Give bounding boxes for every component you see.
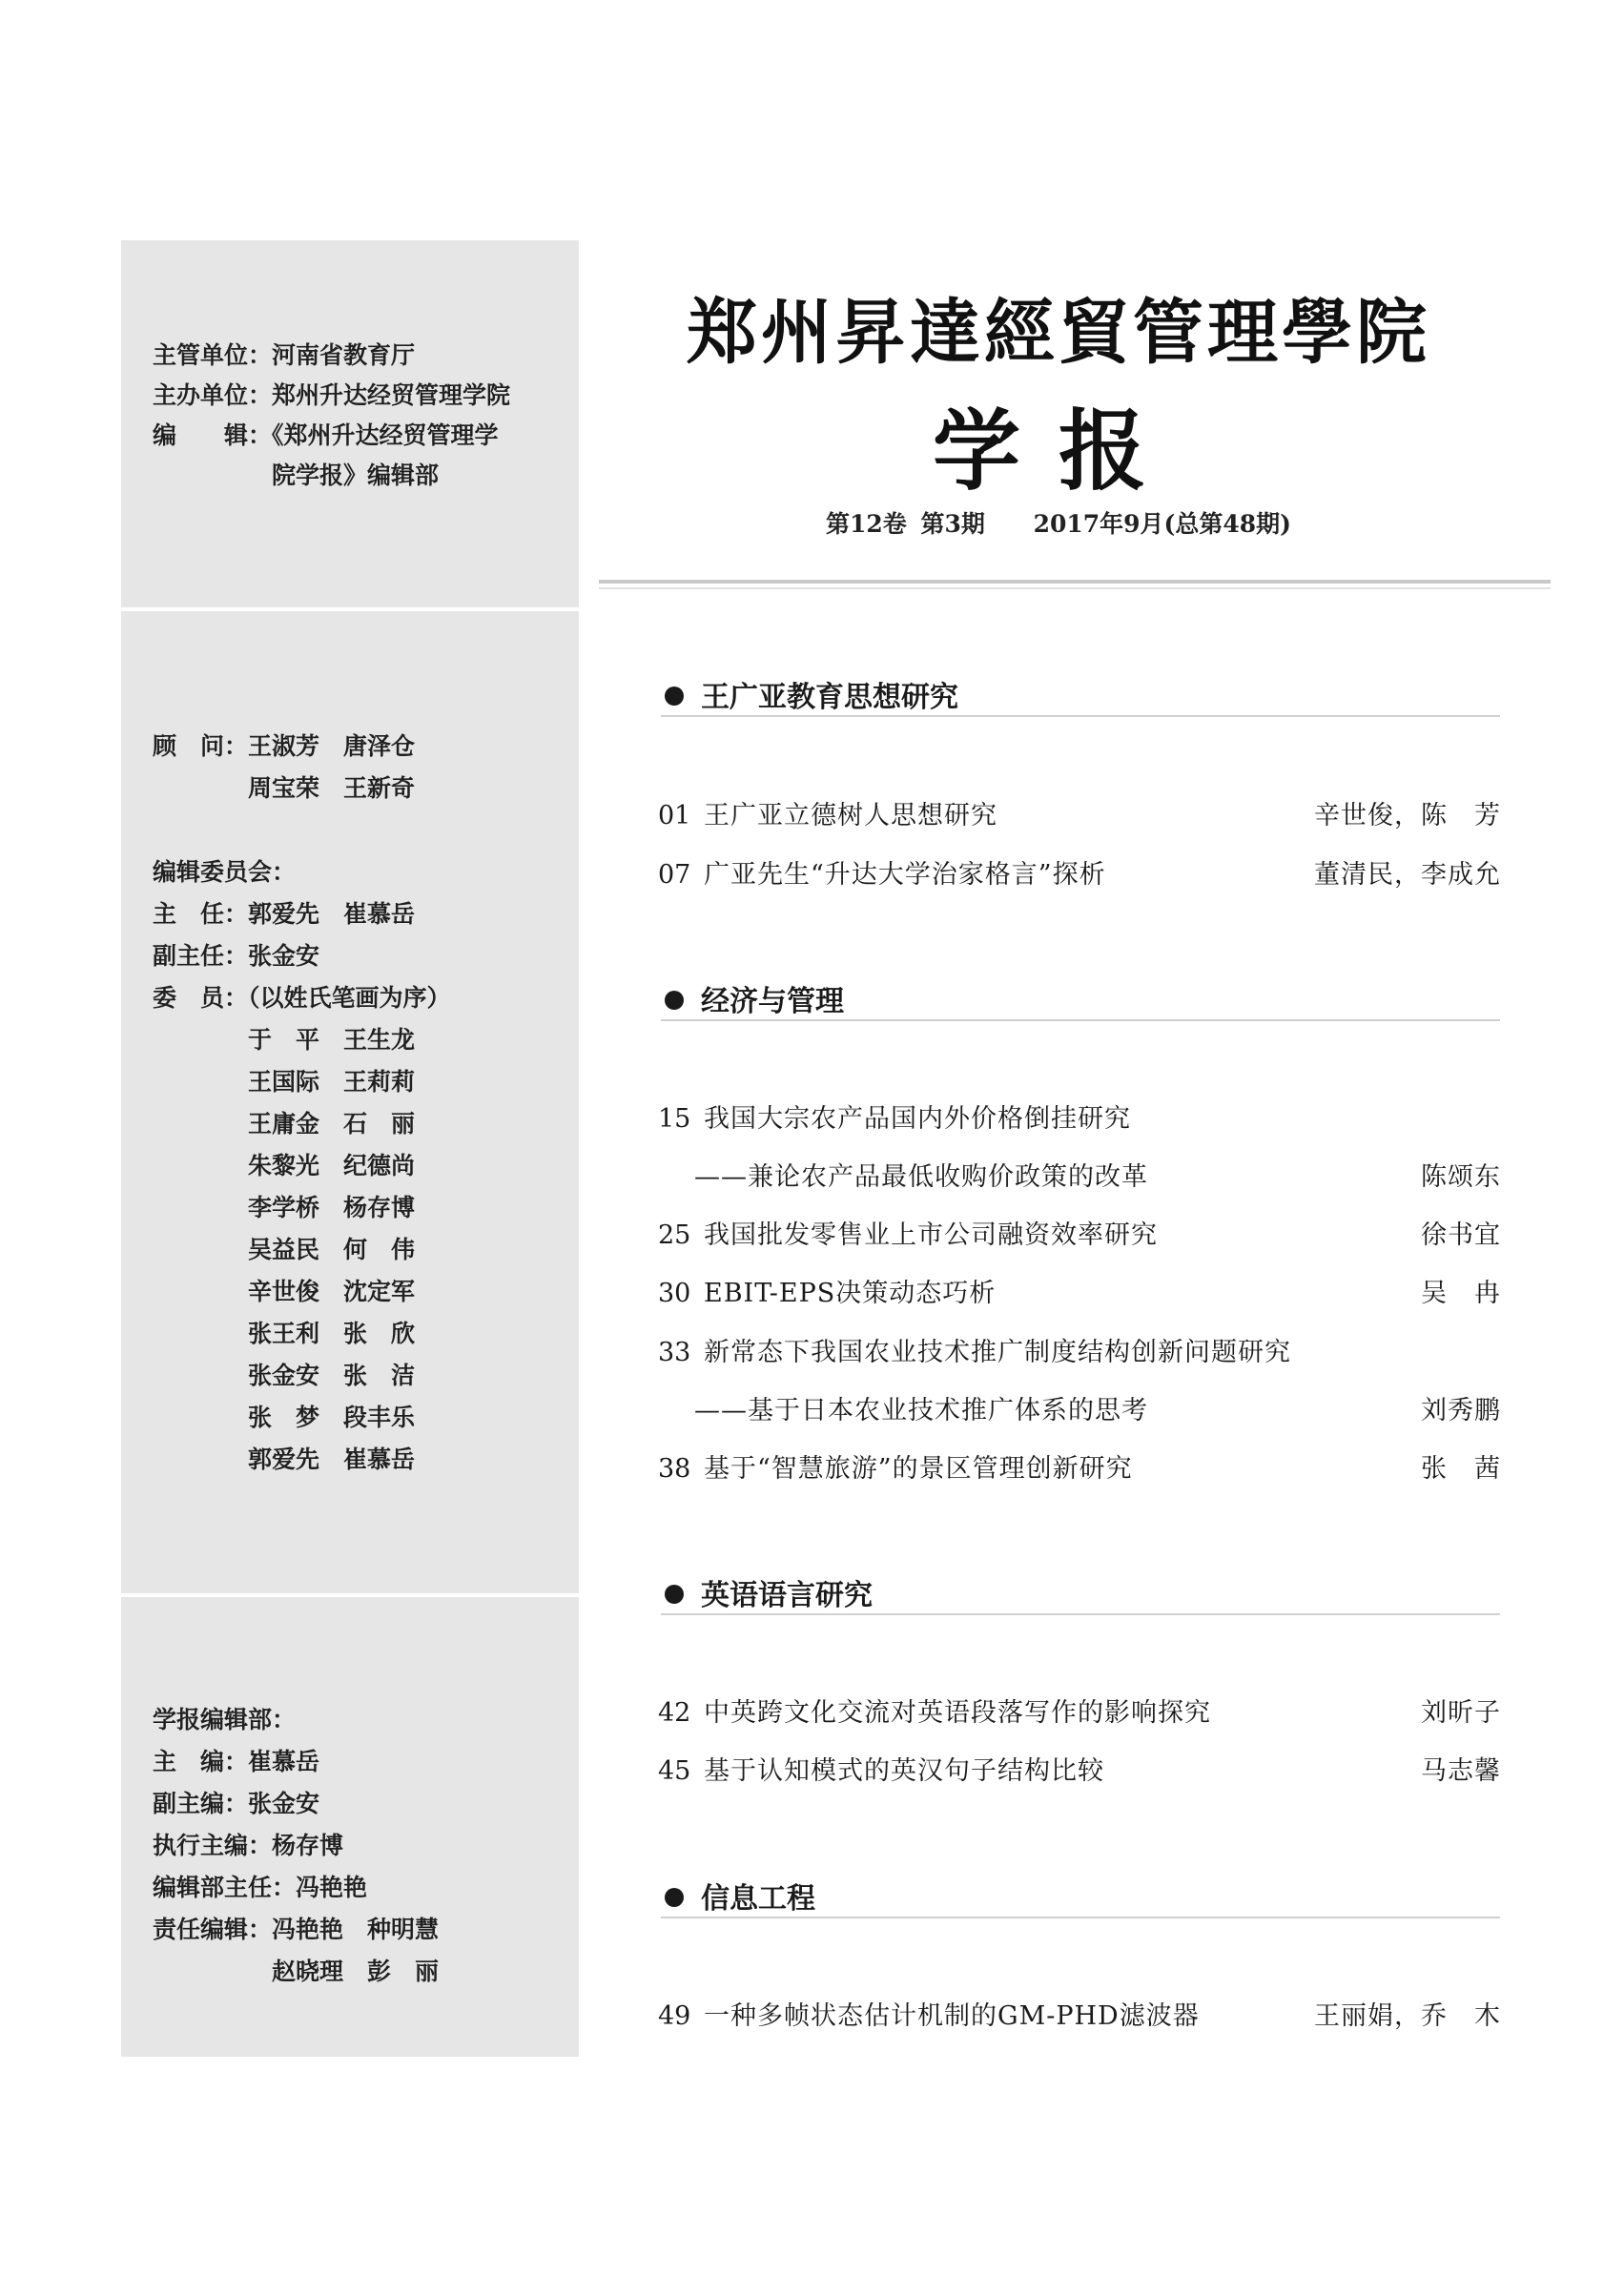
article-author: 徐书宜	[1421, 1220, 1501, 1250]
editorial-sidebar	[121, 240, 579, 2057]
sidebar-line: 吴益民 何 伟	[153, 1236, 416, 1263]
toc-entry[interactable]	[658, 797, 1501, 835]
article-title: EBIT-EPS决策动态巧析	[704, 1279, 997, 1308]
committee-panel	[121, 611, 579, 1593]
sidebar-line: 编辑委员会：	[153, 858, 297, 886]
article-author: 王丽娟，乔 木	[1314, 2001, 1501, 2031]
page-number: 33	[658, 1338, 691, 1367]
issue-date: 2017年9月(总第48期)	[1033, 510, 1292, 538]
page-number: 45	[658, 1756, 691, 1786]
sidebar-line: 主办单位：郑州升达经贸管理学院	[153, 381, 511, 409]
sidebar-line: 主 任：郭爱先 崔慕岳	[153, 900, 416, 928]
page-number: 30	[658, 1279, 691, 1308]
header-divider	[599, 580, 1551, 584]
article-title: 基于“智慧旅游”的景区管理创新研究	[704, 1454, 1133, 1484]
section-heading	[661, 1571, 1500, 1615]
toc-entry[interactable]	[658, 1392, 1501, 1430]
toc-entry[interactable]	[658, 1694, 1501, 1733]
article-title: 广亚先生“升达大学治家格言”探析	[704, 860, 1106, 890]
article-title: 基于认知模式的英汉句子结构比较	[704, 1756, 1104, 1786]
sidebar-line: 顾 问：王淑芳 唐泽仓	[153, 732, 416, 760]
section-heading	[661, 673, 1500, 717]
page-number: 01	[658, 801, 691, 830]
sidebar-line: 院学报》编辑部	[153, 461, 440, 489]
editorial-office-panel	[121, 1597, 579, 2057]
article-title: 我国大宗农产品国内外价格倒挂研究	[704, 1104, 1131, 1134]
sidebar-line: 副主编：张金安	[153, 1790, 320, 1817]
sidebar-line: 张金安 张 洁	[153, 1362, 416, 1389]
sidebar-line: 张 梦 段丰乐	[153, 1404, 416, 1431]
page-number: 38	[658, 1454, 691, 1484]
sidebar-line: 委 员：（以姓氏笔画为序）	[153, 984, 451, 1012]
journal-subtitle: 学报	[932, 400, 1184, 502]
article-title: 一种多帧状态估计机制的GM-PHD滤波器	[704, 2001, 1200, 2031]
sidebar-line: 郭爱先 崔慕岳	[153, 1446, 416, 1473]
article-subtitle: ——基于日本农业技术推广体系的思考	[694, 1396, 1148, 1425]
toc-entry[interactable]	[658, 1100, 1501, 1138]
toc-entry[interactable]	[658, 1450, 1501, 1488]
article-title: 新常态下我国农业技术推广制度结构创新问题研究	[704, 1338, 1291, 1367]
article-author: 陈颂东	[1421, 1162, 1501, 1192]
sidebar-line: 王庸金 石 丽	[153, 1110, 416, 1138]
issue-volume: 第12卷 第3期	[825, 510, 985, 538]
page-number: 25	[658, 1220, 691, 1250]
sidebar-line: 王国际 王莉莉	[153, 1068, 416, 1096]
issue-info	[591, 505, 1526, 540]
sidebar-line: 主管单位：河南省教育厅	[153, 341, 416, 369]
bullet-icon	[665, 991, 684, 1010]
toc-entry[interactable]	[658, 1275, 1501, 1313]
article-author: 马志馨	[1421, 1756, 1501, 1786]
article-title: 王广亚立德树人思想研究	[704, 801, 997, 830]
page-number: 15	[658, 1104, 691, 1134]
sidebar-line: 副主任：张金安	[153, 942, 320, 970]
toc-entry[interactable]	[658, 1998, 1501, 2036]
sponsor-panel	[121, 240, 579, 607]
sidebar-line: 编 辑：《郑州升达经贸管理学	[153, 421, 499, 449]
page-number: 07	[658, 860, 691, 890]
toc-entry[interactable]	[658, 1753, 1501, 1791]
article-author: 刘昕子	[1421, 1698, 1501, 1728]
article-author: 董清民，李成允	[1314, 860, 1501, 890]
sidebar-line: 主 编：崔慕岳	[153, 1748, 320, 1775]
section-title: 经济与管理	[701, 985, 844, 1018]
sidebar-line: 赵晓理 彭 丽	[153, 1958, 440, 1985]
toc-entry[interactable]	[658, 1217, 1501, 1255]
article-author: 吴 冉	[1421, 1279, 1501, 1308]
sidebar-line: 朱黎光 纪德尚	[153, 1152, 416, 1179]
section-heading	[661, 977, 1500, 1021]
toc-entry[interactable]	[658, 1159, 1501, 1197]
header-divider-thin	[599, 587, 1551, 589]
sidebar-line: 辛世俊 沈定军	[153, 1278, 416, 1305]
sidebar-line: 责任编辑：冯艳艳 种明慧	[153, 1916, 440, 1943]
article-title: 中英跨文化交流对英语段落写作的影响探究	[704, 1698, 1211, 1728]
page-number: 42	[658, 1698, 691, 1728]
section-heading	[661, 1875, 1500, 1918]
bullet-icon	[665, 1888, 684, 1907]
article-subtitle: ——兼论农产品最低收购价政策的改革	[694, 1162, 1148, 1192]
article-author: 刘秀鹏	[1421, 1396, 1501, 1425]
sidebar-line: 张王利 张 欣	[153, 1320, 416, 1347]
sidebar-line: 执行主编：杨存博	[153, 1832, 344, 1859]
article-author: 张 茜	[1421, 1454, 1501, 1484]
article-author: 辛世俊，陈 芳	[1314, 801, 1501, 830]
page-number: 49	[658, 2001, 691, 2031]
sidebar-line: 周宝荣 王新奇	[153, 774, 416, 802]
sidebar-line: 于 平 王生龙	[153, 1026, 416, 1054]
sidebar-line: 编辑部主任：冯艳艳	[153, 1874, 368, 1901]
journal-masthead: 郑州昇達經貿管理學院	[687, 292, 1430, 374]
toc-entry[interactable]	[658, 856, 1501, 894]
sidebar-line: 李学桥 杨存博	[153, 1194, 416, 1221]
article-title: 我国批发零售业上市公司融资效率研究	[704, 1220, 1158, 1250]
section-title: 信息工程	[701, 1882, 815, 1916]
section-title: 王广亚教育思想研究	[701, 681, 958, 714]
sidebar-line: 学报编辑部：	[153, 1706, 297, 1733]
bullet-icon	[665, 687, 684, 706]
bullet-icon	[665, 1585, 684, 1604]
section-title: 英语语言研究	[701, 1579, 873, 1612]
toc-entry[interactable]	[658, 1334, 1501, 1372]
